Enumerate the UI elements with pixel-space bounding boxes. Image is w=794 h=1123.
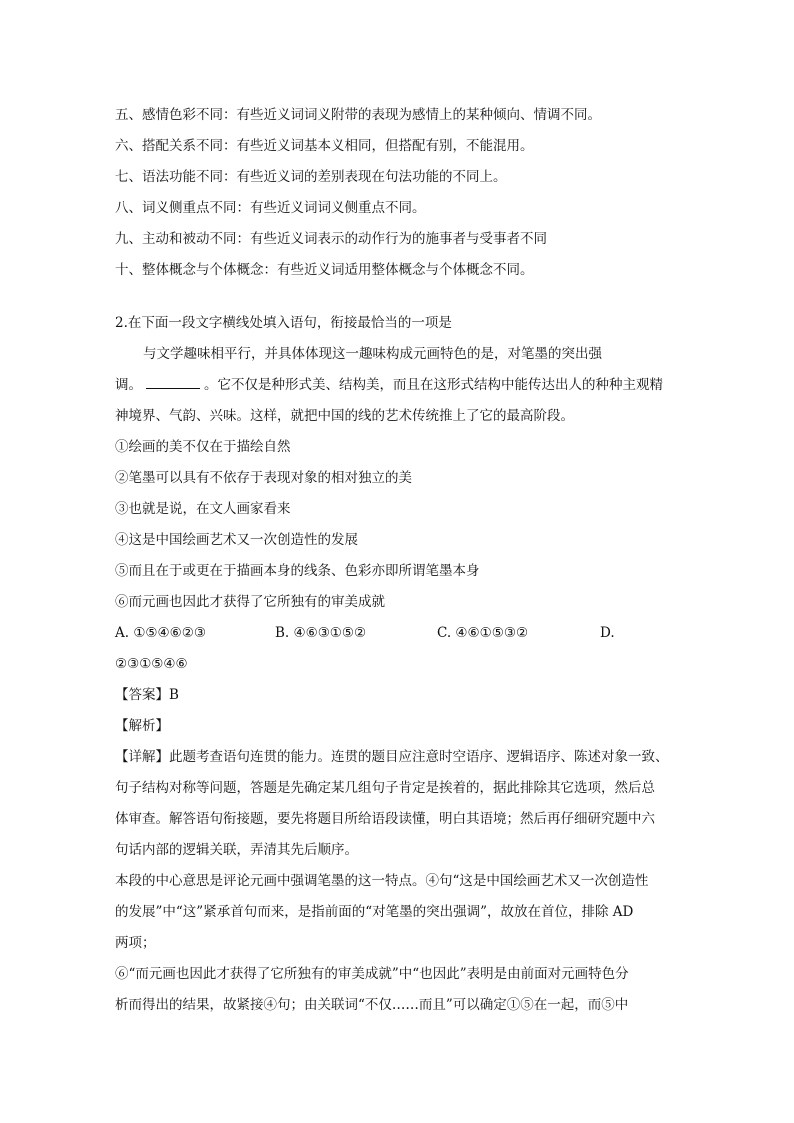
answer-choices [115,618,685,649]
list-item: 八、词义侧重点不同：有些近义词词义侧重点不同。 [115,200,426,216]
passage-text: 调。 [115,377,142,393]
sentence-option: ③也就是说，在文人画家看来 [115,501,291,517]
sentence-option: ②笔墨可以具有不依存于表现对象的相对独立的美 [115,470,412,486]
analysis-line: 析而得出的结果，故紧接④句；由关联词“不仅……而且”可以确定①⑤在一起，而⑤中 [115,997,629,1013]
sentence-option: ④这是中国绘画艺术又一次创造性的发展 [115,532,358,548]
list-item: 九、主动和被动不同：有些近义词表示的动作行为的施事者与受事者不同 [115,231,547,247]
choice-c: C. ④⑥①⑤③② [437,625,529,641]
analysis-body [115,742,685,1021]
analysis-line: 句子结构对称等问题，答题是先确定某几组句子肯定是挨着的，据此排除其它选项，然后总 [115,780,655,796]
list-item: 七、语法功能不同：有些近义词的差别表现在句法功能的不同上。 [115,169,507,185]
question-2 [115,308,685,680]
analysis-line: 两项； [115,935,156,951]
document-page [115,100,685,1021]
fill-in-blank [146,374,200,389]
analysis-line: 句话内部的逻辑关联，弄清其先后顺序。 [115,842,358,858]
sentence-option: ⑤而且在于或更在于描画本身的线条、色彩亦即所谓笔墨本身 [115,563,480,579]
list-item: 五、感情色彩不同：有些近义词词义附带的表现为感情上的某种倾向、情调不同。 [115,107,601,123]
list-item: 六、搭配关系不同：有些近义词基本义相同，但搭配有别，不能混用。 [115,138,534,154]
list-item: 十、整体概念与个体概念：有些近义词适用整体概念与个体概念不同。 [115,262,534,278]
choice-d-value: ②③①⑤④⑥ [115,656,188,672]
spacer [115,286,685,308]
sentence-option: ①绘画的美不仅在于描绘自然 [115,439,291,455]
choice-b: B. ④⑥③①⑤② [275,625,367,641]
analysis-line: 本段的中心意思是评论元画中强调笔墨的这一特点。④句“这是中国绘画艺术又一次创造性 [115,873,649,889]
passage-text: 。它不仅是种形式美、结构美，而且在这形式结构中能传达出人的种种主观精 [204,377,663,393]
analysis-line: ⑥“而元画也因此才获得了它所独有的审美成就”中“也因此”表明是由前面对元画特色分 [115,966,629,982]
analysis-heading: 【解析】 [115,718,169,734]
passage-line: 神境界、气韵、兴味。这样，就把中国的线的艺术传统推上了它的最高阶段。 [115,408,574,424]
synonym-difference-list [115,100,685,286]
choice-a: A. ①⑤④⑥②③ [115,625,206,641]
analysis-line: 的发展”中“这”紧承首句而来，是指前面的“对笔墨的突出强调”，故放在首位，排除 AD [115,904,634,920]
analysis-line: 【详解】此题考查语句连贯的能力。连贯的题目应注意时空语序、逻辑语序、陈述对象一致、 [115,749,669,765]
choice-d-label: D. [600,625,615,641]
analysis-line: 体审查。解答语句衔接题，要先将题目所给语段读懂，明白其语境；然后再仔细研究题中六 [115,811,655,827]
passage-line: 与文学趣味相平行，并具体体现这一趣味构成元画特色的是，对笔墨的突出强 [143,346,602,362]
question-stem: 2.在下面一段文字横线处填入语句，衔接最恰当的一项是 [115,315,452,331]
answer: 【答案】B [115,687,179,703]
sentence-option: ⑥而元画也因此才获得了它所独有的审美成就 [115,594,385,610]
passage-line [115,370,685,401]
